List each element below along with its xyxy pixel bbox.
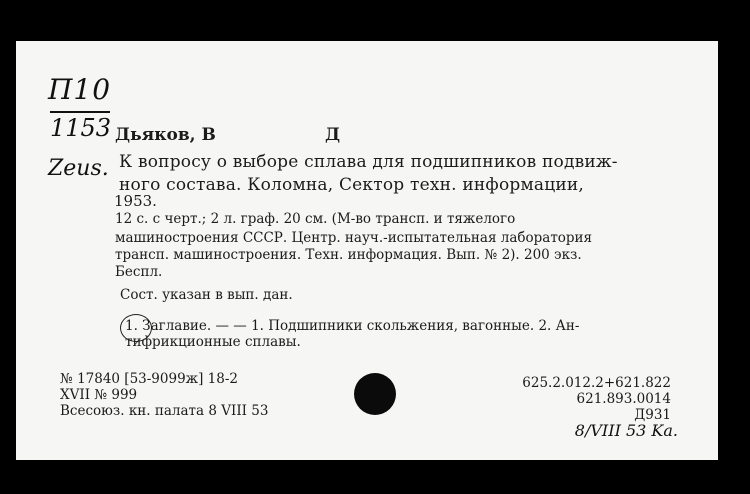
catalog-card <box>16 41 718 460</box>
subjects-line-1: 1. Заглавие. — — 1. Подшипники скольжения, вагонные. 2. Ан- <box>125 318 580 334</box>
description-line-3: трансп. машиностроения. Техн. информация. Вып. № 2). 200 экз. <box>115 247 582 263</box>
title-line-2: ного состава. Коломна, Сектор техн. информации, <box>119 175 585 195</box>
udc-code-2: 621.893.0014 <box>576 391 671 407</box>
handwritten-date-stamp: 8/VIII 53 Ka. <box>574 421 678 440</box>
description-line-4: Беспл. <box>115 264 163 280</box>
description-line-1: 12 с. с черт.; 2 л. граф. 20 см. (М-во трансп. и тяжелого <box>115 211 516 227</box>
card-punch-hole <box>354 373 396 415</box>
udc-code-1: 625.2.012.2+621.822 <box>522 375 671 391</box>
call-number-underline <box>50 111 110 113</box>
title-line-3: 1953. <box>114 192 157 210</box>
author-name: Дьяков, В <box>115 125 216 145</box>
title-line-1: К вопросу о выборе сплава для подшипников подвиж- <box>119 152 618 172</box>
author-initial: Д <box>325 125 341 145</box>
subjects-line-2: тифрикционные сплавы. <box>125 334 301 350</box>
publisher-chamber: Всесоюз. кн. палата 8 VIII 53 <box>60 403 269 419</box>
registry-number: № 17840 [53-9099ж] 18-2 <box>60 371 238 387</box>
call-number-bottom: 1153 <box>50 114 112 142</box>
call-number-top: П10 <box>48 73 112 106</box>
registry-volume: XVII № 999 <box>60 387 138 403</box>
handwritten-margin-note: Zeus. <box>48 156 109 181</box>
description-line-2: машиностроения СССР. Центр. науч.-испытательная лаборатория <box>115 230 593 246</box>
compiler-note: Сост. указан в вып. дан. <box>120 287 293 303</box>
author-mark: Д931 <box>634 407 671 423</box>
